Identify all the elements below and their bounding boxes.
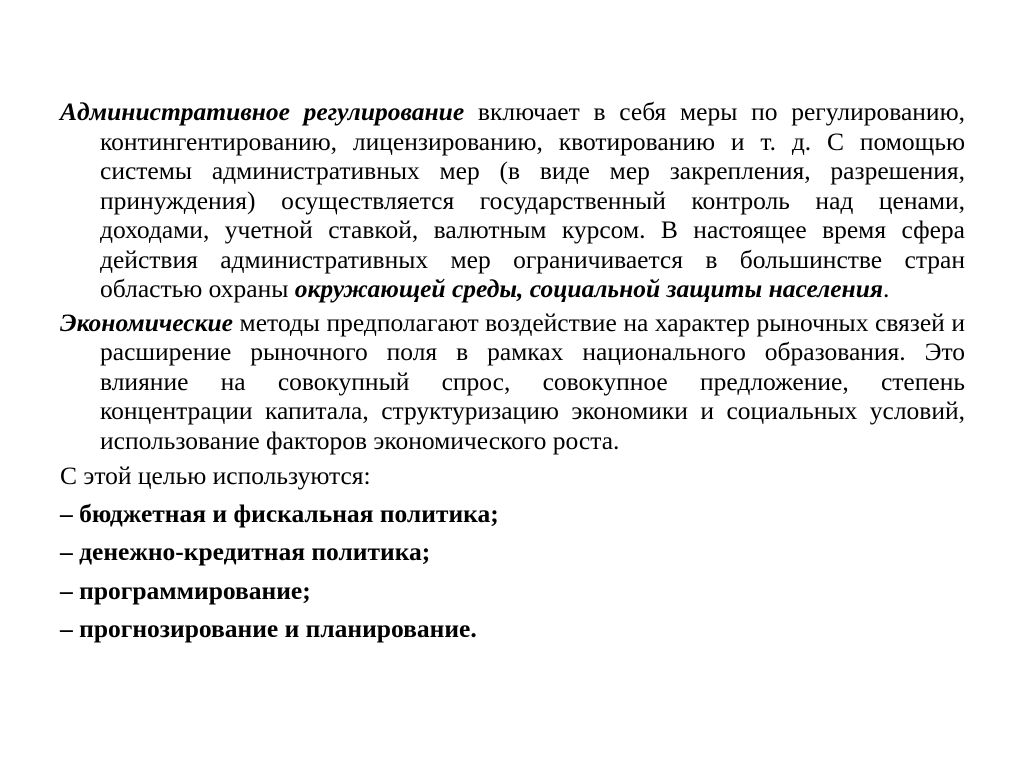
emphasis-environment-social: окружающей среды, социальной защиты населения [294, 274, 884, 303]
slide-content [60, 97, 965, 653]
paragraph-administrative-text: включает в себя меры по регулированию, контингентированию, лицензированию, квотированию и т. д. С помощью системы административных мер (в виде мер закрепления, разрешения, принуждения) осуществляется государственный контроль над ценами, доходами, учетной ставкой, валютным курсом. В настоящее время сфера действия административных мер ограничивается в большинстве стран областью охраны [100, 97, 965, 303]
paragraph-economic [60, 308, 965, 456]
term-administrative-regulation: Административное регулирование [60, 97, 465, 126]
list-item-monetary: – денежно-кредитная политика; [60, 537, 431, 566]
list-item-budget: – бюджетная и фискальная политика; [60, 498, 499, 528]
list-intro: С этой целью используются: [60, 461, 371, 490]
paragraph-administrative [60, 97, 965, 304]
list-item-forecasting: – прогнозирование и планирование. [60, 614, 477, 643]
paragraph-economic-text: методы предполагают воздействие на характер рыночных связей и расширение рыночного поля в рамках национального образования. Это влияние на совокупный спрос, совокупное предложение, степень концентрации капитала, структуризацию экономики и социальных условий, использование факторов экономического роста. [100, 307, 965, 455]
paragraph-administrative-end: . [883, 274, 890, 303]
term-economic: Экономические [60, 307, 233, 337]
list-item-programming: – программирование; [60, 575, 311, 605]
